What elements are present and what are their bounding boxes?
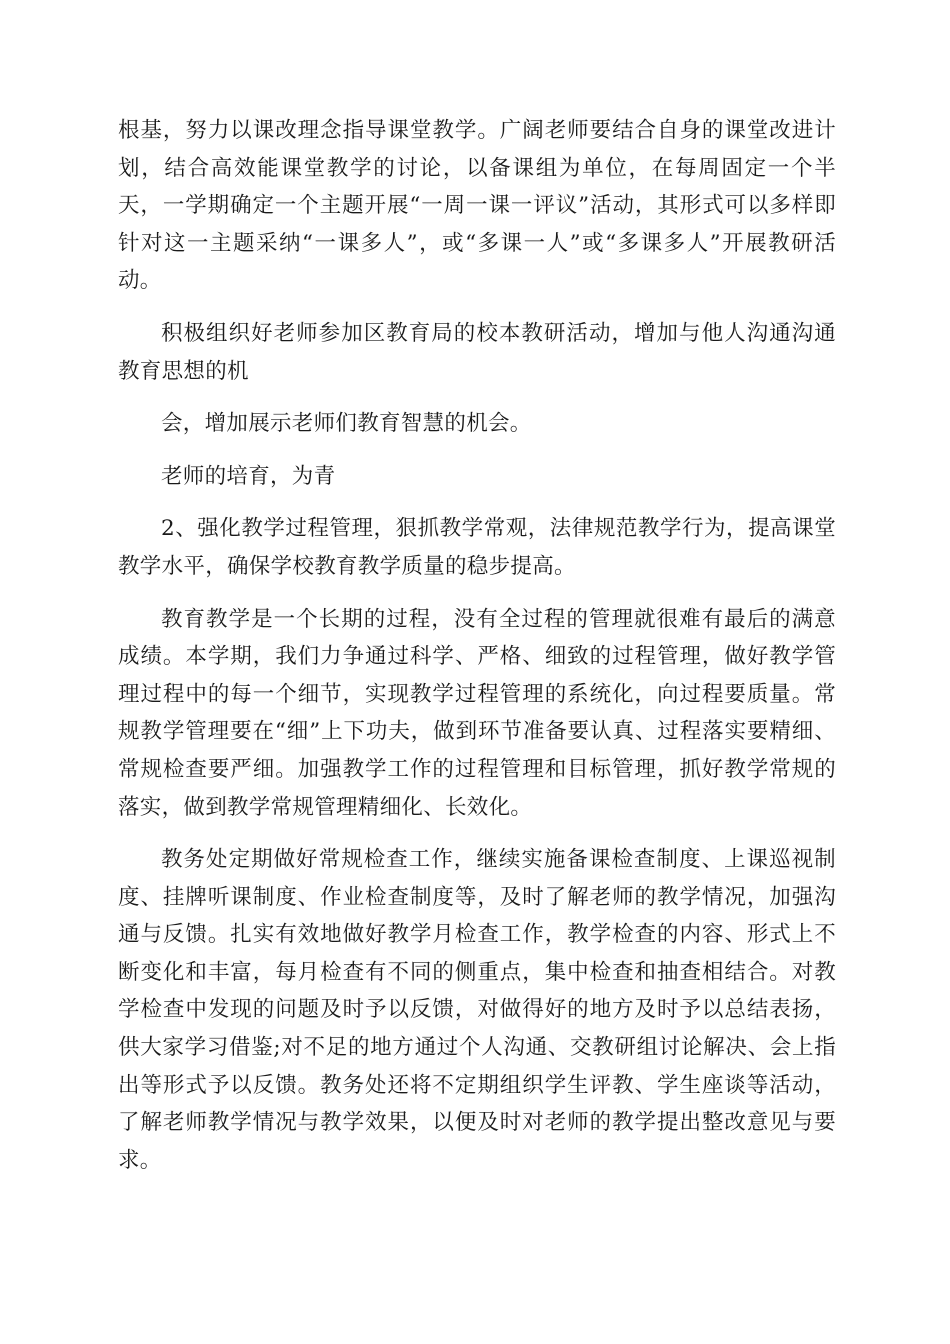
document-body bbox=[118, 112, 836, 1179]
paragraph-routine-inspection: 教务处定期做好常规检查工作，继续实施备课检查制度、上课巡视制度、挂牌听课制度、作业检查制度等，及时了解老师的教学情况，加强沟通与反馈。扎实有效地做好教学月检查工作，教学检查的内容、形式上不断变化和丰富，每月检查有不同的侧重点，集中检查和抽查相结合。对教学检查中发现的问题及时予以反馈，对做得好的地方及时予以总结表扬，供大家学习借鉴;对不足的地方通过个人沟通、交教研组讨论解决、会上指出等形式予以反馈。教务处还将不定期组织学生评教、学生座谈等活动，了解老师教学情况与教学效果，以便及时对老师的教学提出整改意见与要求。 bbox=[118, 847, 836, 1173]
paragraph-school-research: 积极组织好老师参加区教育局的校本教研活动，增加与他人沟通沟通教育思想的机 bbox=[118, 320, 836, 384]
paragraph-continuation: 根基，努力以课改理念指导课堂教学。广阔老师要结合自身的课堂改进计划，结合高效能课堂教学的讨论，以备课组为单位，在每周固定一个半天，一学期确定一个主题开展“一周一课一评议”活动，其形式可以多样即针对这一主题采纳“一课多人”，或“多课一人”或“多课多人”开展教研活动。 bbox=[118, 118, 836, 294]
paragraph-process-management: 教育教学是一个长期的过程，没有全过程的管理就很难有最后的满意成绩。本学期，我们力争通过科学、严格、细致的过程管理，做好教学管理过程中的每一个细节，实现教学过程管理的系统化，向过程要质量。常规教学管理要在“细”上下功夫，做到环节准备要认真、过程落实要精细、常规检查要严细。加强教学工作的过程管理和目标管理，抓好教学常规的落实，做到教学常规管理精细化、长效化。 bbox=[118, 606, 836, 820]
paragraph-section-2-heading: 2、强化教学过程管理，狠抓教学常观，法律规范教学行为，提高课堂教学水平，确保学校教育教学质量的稳步提高。 bbox=[118, 516, 836, 579]
paragraph-fragment-training: 老师的培育，为青 bbox=[161, 463, 336, 489]
paragraph-fragment-opportunity: 会，增加展示老师们教育智慧的机会。 bbox=[161, 411, 532, 437]
